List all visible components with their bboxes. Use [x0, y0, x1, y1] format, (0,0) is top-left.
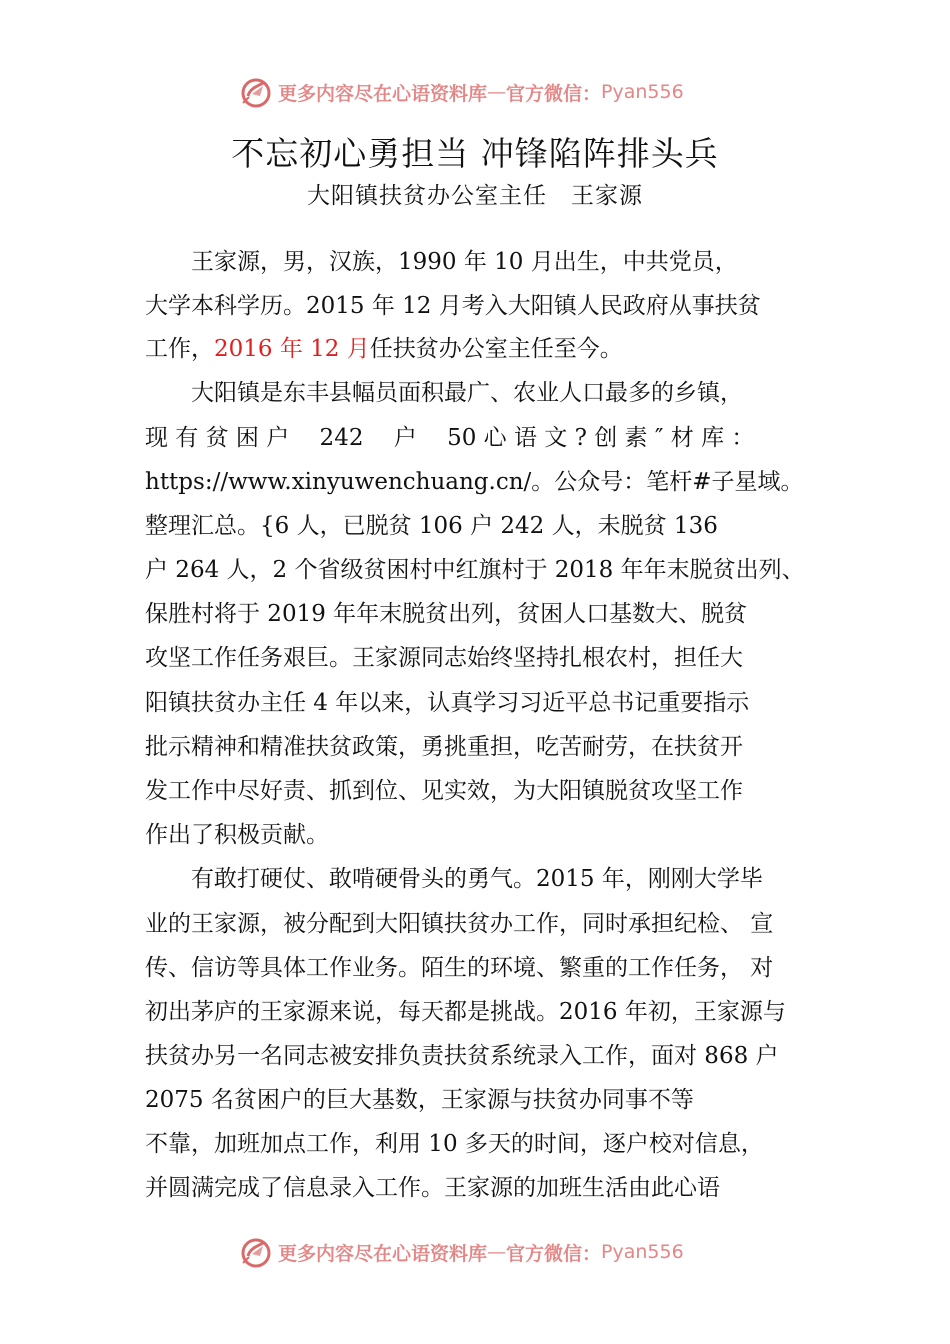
- body-text: 任扶贫办公室主任至今。: [369, 336, 623, 362]
- body-text: 工作，: [145, 336, 214, 362]
- banner-wechat-label: 官方微信：: [506, 82, 602, 105]
- footer-banner: [0, 1232, 950, 1272]
- body-line: 并圆满完成了信息录入工作。王家源的加班生活由此心语: [145, 1175, 720, 1201]
- pen-heart-logo-icon: [238, 74, 274, 110]
- body-line: 整理汇总。{6 人，已脱贫 106 户 242 人，未脱贫 136: [145, 513, 718, 539]
- page-title: 不忘初心勇担当 冲锋陷阵排头兵: [231, 134, 719, 173]
- banner-wechat-id: Pyan556: [601, 81, 684, 103]
- body-line: 作出了积极贡献。: [145, 822, 329, 848]
- body-line: 王家源，男，汉族，1990 年 10 月出生，中共党员，: [145, 249, 738, 275]
- body-line-highlighted: [145, 334, 623, 364]
- body-line: 不靠，加班加点工作，利用 10 多天的时间，逐户校对信息，: [145, 1131, 764, 1157]
- body-line: 发工作中尽好责、抓到位、见实效，为大阳镇脱贫攻坚工作: [145, 778, 743, 804]
- body-line: 业的王家源，被分配到大阳镇扶贫办工作，同时承担纪检、 宣: [145, 911, 774, 937]
- banner-wechat-label: 官方微信：: [506, 1242, 602, 1265]
- body-line: 2075 名贫困户的巨大基数，王家源与扶贫办同事不等: [145, 1087, 694, 1113]
- body-line: 保胜村将于 2019 年年末脱贫出列，贫困人口基数大、脱贫: [145, 601, 748, 627]
- pen-heart-logo-icon: [238, 1234, 274, 1270]
- body-line: 扶贫办另一名同志被安排负责扶贫系统录入工作，面对 868 户: [145, 1043, 779, 1069]
- body-line: 初出茅庐的王家源来说，每天都是挑战。2016 年初，王家源与: [145, 999, 786, 1025]
- banner-separator: —: [487, 1241, 507, 1263]
- page-subtitle: 大阳镇扶贫办公室主任 王家源: [307, 183, 643, 209]
- highlighted-date: 2016 年 12 月: [214, 336, 370, 362]
- body-line: 阳镇扶贫办主任 4 年以来，认真学习习近平总书记重要指示: [145, 690, 750, 716]
- body-line: 攻坚工作任务艰巨。王家源同志始终坚持扎根农村，担任大: [145, 645, 743, 671]
- body-line: 户 264 人，2 个省级贫困村中红旗村于 2018 年年末脱贫出列、: [145, 557, 805, 583]
- banner-text: 更多内容尽在心语资料库: [278, 82, 488, 105]
- body-line: 大学本科学历。2015 年 12 月考入大阳镇人民政府从事扶贫: [145, 293, 761, 319]
- body-line: 批示精神和精准扶贫政策，勇挑重担，吃苦耐劳，在扶贫开: [145, 734, 743, 760]
- body-line: 现 有 贫 困 户 242 户 50 心 语 文 ? 创 素 ″ 材 库 ：: [145, 425, 755, 451]
- header-banner: [0, 72, 950, 112]
- body-line: 有敢打硬仗、敢啃硬骨头的勇气。2015 年，刚刚大学毕: [145, 866, 763, 892]
- banner-separator: —: [487, 81, 507, 103]
- body-line: 传、信访等具体工作业务。陌生的环境、繁重的工作任务， 对: [145, 955, 774, 981]
- banner-text: 更多内容尽在心语资料库: [278, 1242, 488, 1265]
- body-line: 大阳镇是东丰县幅员面积最广、农业人口最多的乡镇，: [145, 380, 743, 406]
- banner-wechat-id: Pyan556: [601, 1241, 684, 1263]
- body-line: https://www.xinyuwenchuang.cn/。公众号：笔杆#子星域。: [145, 469, 804, 495]
